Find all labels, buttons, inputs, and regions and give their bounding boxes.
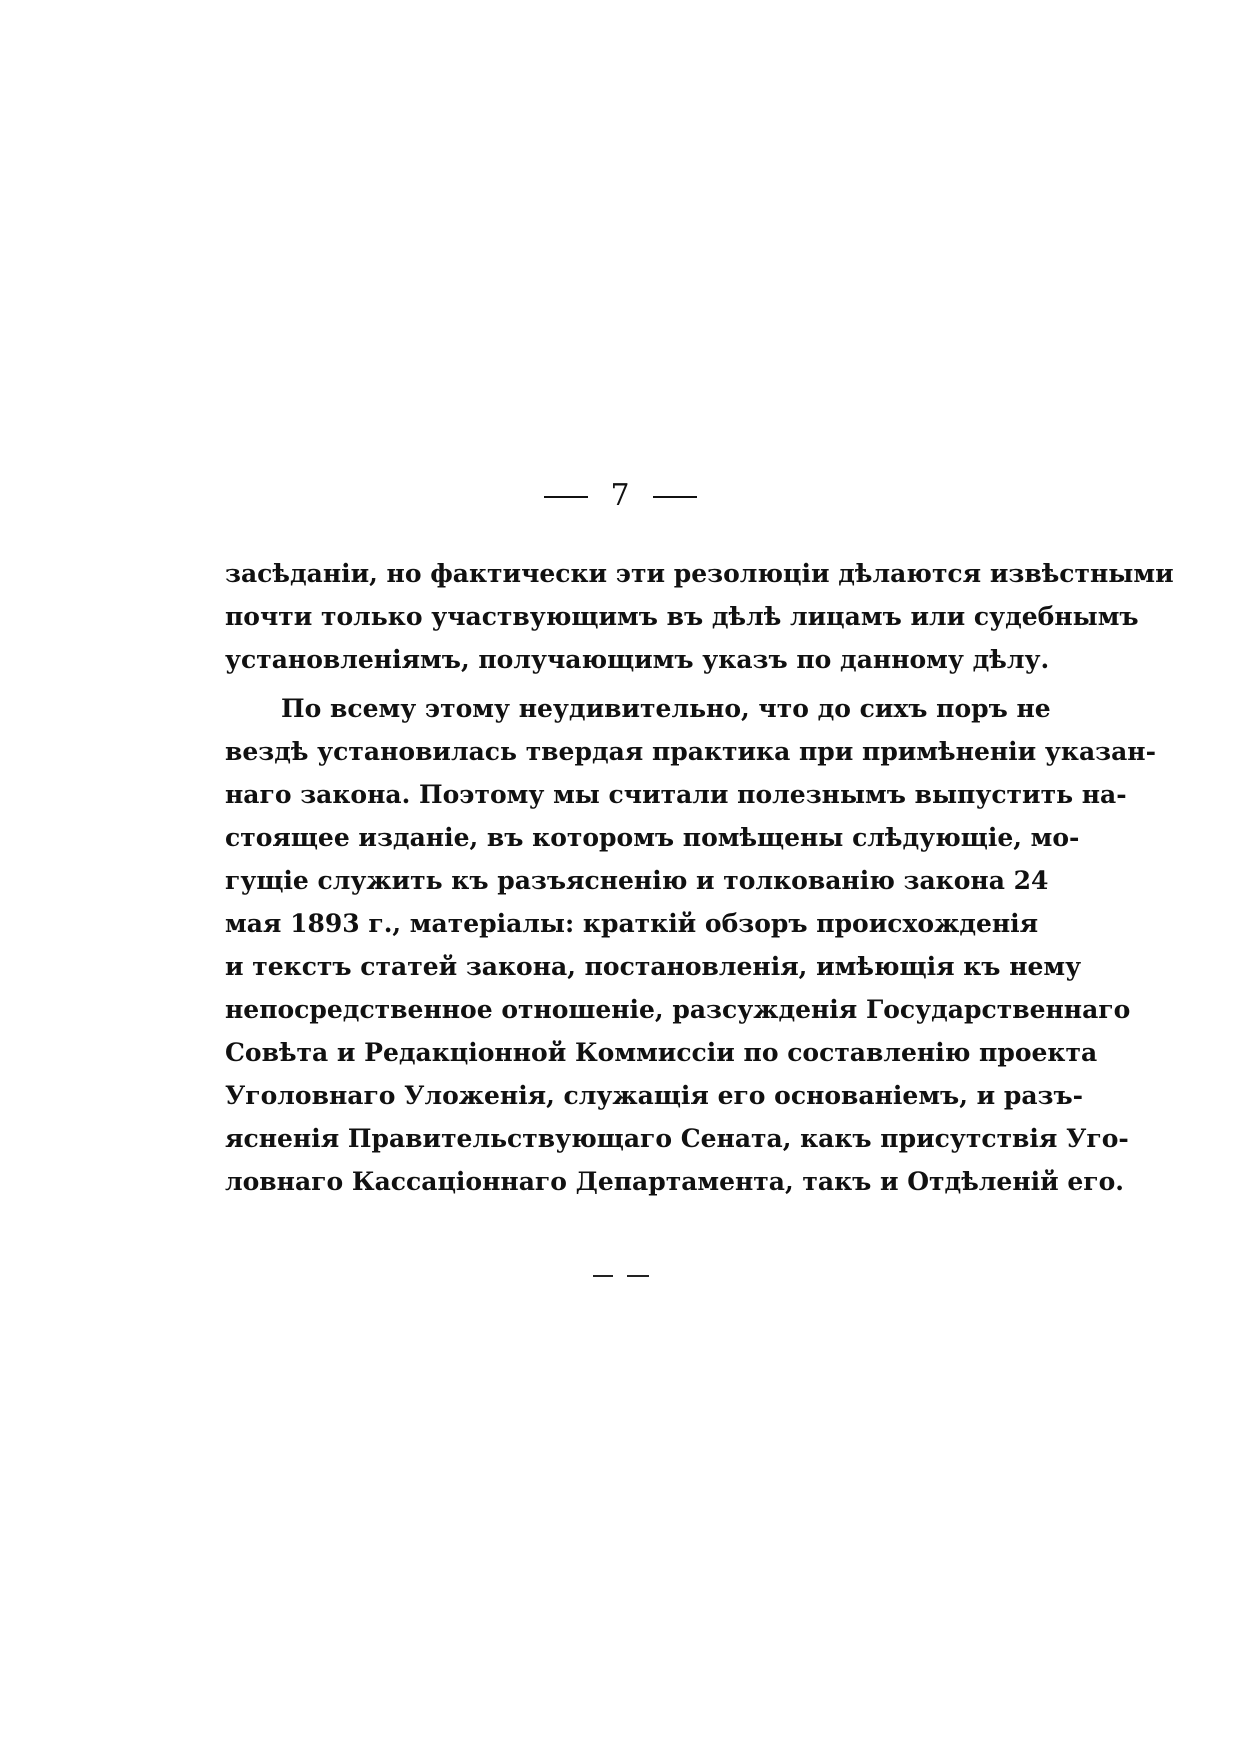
text-line: установленіямъ, получающимъ указъ по данному дѣлу. bbox=[225, 645, 1050, 674]
text-line: наго закона. Поэтому мы считали полезнымъ выпустить на- bbox=[225, 780, 1127, 809]
end-dash bbox=[593, 1275, 613, 1277]
text-line: непосредственное отношеніе, разсужденія Государственнаго bbox=[225, 995, 1131, 1024]
page-number: 7 bbox=[610, 478, 631, 513]
left-dash-ornament bbox=[544, 496, 588, 498]
text-line: гущіе служить къ разъясненію и толкованію закона 24 bbox=[225, 866, 1049, 895]
end-of-text-ornament bbox=[0, 1265, 1241, 1284]
text-line: стоящее изданіе, въ которомъ помѣщены слѣдующіе, мо- bbox=[225, 823, 1080, 852]
text-line: вездѣ установилась твердая практика при примѣненіи указан- bbox=[225, 737, 1156, 766]
text-line: мая 1893 г., матеріалы: краткій обзоръ происхожденія bbox=[225, 909, 1039, 938]
text-line: ясненія Правительствующаго Сената, какъ присутствія Уго- bbox=[225, 1124, 1129, 1153]
text-line: ловнаго Кассаціоннаго Департамента, такъ и Отдѣленій его. bbox=[225, 1167, 1124, 1196]
text-line: Уголовнаго Уложенія, служащія его основаніемъ, и разъ- bbox=[225, 1081, 1084, 1110]
text-line: Совѣта и Редакціонной Коммиссіи по составленію проекта bbox=[225, 1038, 1098, 1067]
text-line: засѣданіи, но фактически эти резолюціи дѣлаются извѣстными bbox=[225, 559, 1174, 588]
text-line: По всему этому неудивительно, что до сихъ поръ не bbox=[281, 694, 1051, 723]
right-dash-ornament bbox=[653, 496, 697, 498]
body-text bbox=[225, 552, 1174, 1203]
paragraph-2 bbox=[225, 687, 1156, 1203]
page-number-header bbox=[0, 478, 1241, 514]
paragraph-1 bbox=[225, 552, 1174, 681]
text-line: почти только участвующимъ въ дѣлѣ лицамъ или судебнымъ bbox=[225, 602, 1139, 631]
text-line: и текстъ статей закона, постановленія, имѣющія къ нему bbox=[225, 952, 1082, 981]
end-dash bbox=[627, 1275, 649, 1277]
